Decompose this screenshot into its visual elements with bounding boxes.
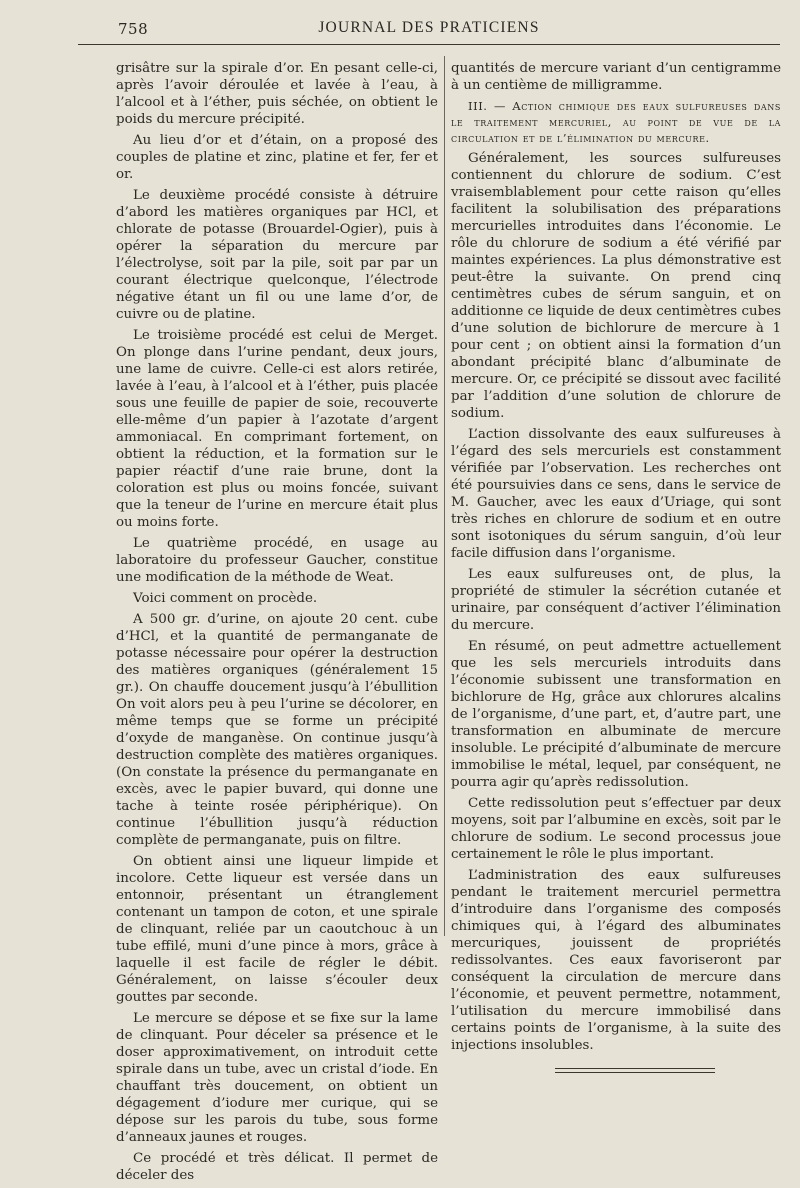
- paragraph: Le troisième procédé est celui de Merget. On plonge dans l’urine pendant, deux jours, une lame de cuivre. Celle-ci est alors retirée, lavée à l’eau, à l’alcool et à l’éther, puis placée sous une feuille de papier de soie, recouverte elle-même d’un papier à l’azotate d’argent ammoniacal. En comprimant fortement, on obtient la réduction, et la formation sur le papier réactif d’une raie brune, dont la coloration est plus ou moins foncée, suivant que la teneur de l’urine en mercure était plus ou moins forte.: [116, 328, 438, 530]
- right-intro-paragraph: quantités de mercure variant d’un centigramme à un centième de milligramme.: [451, 61, 781, 93]
- paragraph: Le quatrième procédé, en usage au laboratoire du professeur Gaucher, constitue une modification de la méthode de Weat.: [116, 536, 438, 585]
- paragraph: Les eaux sulfureuses ont, de plus, la propriété de stimuler la sécrétion cutanée et urinaire, par conséquent d’activer l’élimination du mercure.: [451, 567, 781, 633]
- page-number: 758: [118, 20, 149, 38]
- running-title: JOURNAL DES PRATICIENS: [318, 19, 540, 36]
- paragraph: En résumé, on peut admettre actuellement que les sels mercuriels introduits dans l’économie subissent une transformation en bichlorure de Hg, grâce aux chlorures alcalins de l’organisme, d’une part, et, d’autre part, une transformation en albuminate de mercure insoluble. Le précipité d’albuminate de mercure immobilise le métal, lequel, par conséquent, ne pourra agir qu’après redissolution.: [451, 639, 781, 790]
- column-divider: [444, 56, 445, 936]
- paragraph: Généralement, les sources sulfureuses contiennent du chlorure de sodium. C’est vraisemblablement pour cette raison qu’elles facilitent la solubilisation des préparations mercurielles introduites dans l’économie. Le rôle du chlorure de sodium a été vérifié par maintes expériences. La plus démonstrative est peut-être la suivante. On prend cinq centimètres cubes de sérum sanguin, et on additionne ce liquide de deux centimètres cubes d’une solution de bichlorure de mercure à 1 pour cent ; on obtient ainsi la formation d’un abondant précipité blanc d’albuminate de mercure. Or, ce précipité se dissout avec facilité par l’addition d’une solution de chlorure de sodium.: [451, 151, 781, 421]
- right-column: [451, 60, 781, 1073]
- paragraph: Ce procédé et très délicat. Il permet de déceler des: [116, 1151, 438, 1183]
- left-column: [116, 60, 438, 1188]
- paragraph: On obtient ainsi une liqueur limpide et incolore. Cette liqueur est versée dans un entonnoir, présentant un étranglement contenant un tampon de coton, et une spirale de clinquant, reliée par un caoutchouc à un tube effilé, muni d’une pince à mors, grâce à laquelle il est facile de régler le débit. Généralement, on laisse s’écouler deux gouttes par seconde.: [116, 854, 438, 1005]
- page-header: [78, 10, 780, 45]
- end-rule: [555, 1068, 715, 1073]
- paragraph: grisâtre sur la spirale d’or. En pesant celle-ci, après l’avoir déroulée et lavée à l’eau, à l’alcool et à l’éther, puis séchée, on obtient le poids du mercure précipité.: [116, 61, 438, 127]
- paragraph: Au lieu d’or et d’étain, on a proposé des couples de platine et zinc, platine et fer, fer et or.: [116, 133, 438, 182]
- paragraph: Voici comment on procède.: [133, 591, 318, 606]
- paragraph: Le deuxième procédé consiste à détruire d’abord les matières organiques par HCl, et chlorate de potasse (Brouardel-Ogier), puis à opérer la séparation du mercure par l’électrolyse, soit par la pile, soit par par un courant électrique quelconque, l’électrode négative étant un fil ou une lame d’or, de cuivre ou de platine.: [116, 188, 438, 322]
- paragraph: Cette redissolution peut s’effectuer par deux moyens, soit par l’albumine en excès, soit par le chlorure de sodium. Le second processus joue certainement le rôle le plus important.: [451, 796, 781, 862]
- paragraph: A 500 gr. d’urine, on ajoute 20 cent. cube d’HCl, et la quantité de permanganate de potasse nécessaire pour opérer la destruction des matières organiques (généralement 15 gr.). On chauffe doucement jusqu’à l’ébullition On voit alors peu à peu l’urine se décolorer, en même temps que se forme un précipité d’oxyde de manganèse. On continue jusqu’à destruction complète des matières organiques. (On constate la présence du permanganate en excès, avec le papier buvard, qui donne une tache à teinte rosée périphérique). On continue l’ébullition jusqu’à réduction complète de permanganate, puis on filtre.: [116, 612, 438, 848]
- right-paragraphs: [451, 150, 781, 1054]
- section-heading: III. — Action chimique des eaux sulfureuses dans le traitement mercuriel, au point de vue de la circulation et de l’élimination du mercure.: [451, 99, 781, 145]
- paragraph: L’action dissolvante des eaux sulfureuses à l’égard des sels mercuriels est constamment vérifiée par l’observation. Les recherches ont été poursuivies dans ce sens, dans le service de M. Gaucher, avec les eaux d’Uriage, qui sont très riches en chlorure de sodium et en outre sont isotoniques du sérum sanguin, d’où leur facile diffusion dans l’organisme.: [451, 427, 781, 561]
- paragraph: L’administration des eaux sulfureuses pendant le traitement mercuriel permettra d’introduire dans l’organisme des composés chimiques qui, à l’égard des albuminates mercuriques, jouissent de propriétés redissolvantes. Ces eaux favoriseront par conséquent la circulation de mercure dans l’économie, et peuvent permettre, notamment, l’utilisation du mercure immobilisé dans certains points de l’organisme, à la suite des injections insolubles.: [451, 868, 781, 1053]
- paragraph: Le mercure se dépose et se fixe sur la lame de clinquant. Pour déceler sa présence et le doser approximativement, on introduit cette spirale dans un tube, avec un cristal d’iode. En chauffant très doucement, on obtient un dégagement d’iodure mer curique, qui se dépose sur les parois du tube, sous forme d’anneaux jaunes et rouges.: [116, 1011, 438, 1145]
